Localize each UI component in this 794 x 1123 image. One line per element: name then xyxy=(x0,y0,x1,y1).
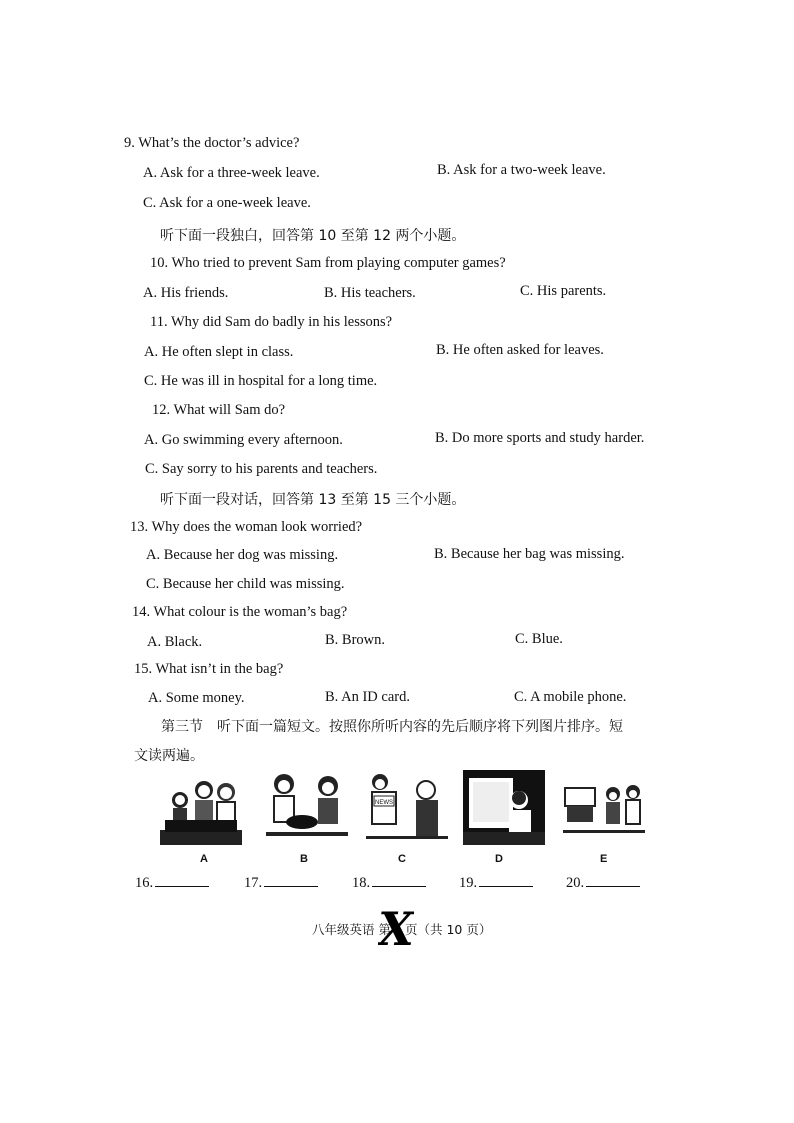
picture-a xyxy=(160,770,242,845)
q13-stem: 13. Why does the woman look worried? xyxy=(130,519,363,535)
answer-line xyxy=(586,872,640,887)
footer-right: 页（共 10 页） xyxy=(404,922,492,937)
footer-left: 八年级英语 第 xyxy=(312,922,391,937)
family-illustration xyxy=(160,770,242,845)
x-mark-text: X xyxy=(378,905,414,953)
answer-blank-number: 19. xyxy=(459,875,478,891)
handwritten-x-mark xyxy=(378,905,414,953)
picture-c xyxy=(366,770,448,845)
picture-b-label: B xyxy=(300,853,308,865)
instruction-dialogue: 听下面一段对话，回答第 13 至第 15 三个小题。 xyxy=(160,492,466,508)
q15-stem: 15. What isn’t in the bag? xyxy=(134,661,284,677)
answer-line xyxy=(372,872,426,887)
q12-option-a: A. Go swimming every afternoon. xyxy=(144,432,343,448)
picture-e xyxy=(563,770,645,845)
answer-blank-20[interactable] xyxy=(566,872,640,892)
q11-option-c: C. He was ill in hospital for a long time. xyxy=(144,373,378,389)
q14-stem: 14. What colour is the woman’s bag? xyxy=(132,604,348,620)
picture-c-label: C xyxy=(398,853,406,865)
answer-blank-19[interactable] xyxy=(459,872,533,892)
instruction-monologue: 听下面一段独白，回答第 10 至第 12 两个小题。 xyxy=(160,228,466,244)
cooking-illustration xyxy=(266,770,348,845)
answer-blank-number: 16. xyxy=(135,875,154,891)
picture-d-label: D xyxy=(495,853,503,865)
picture-e-label: E xyxy=(600,853,608,865)
q10-option-c: C. His parents. xyxy=(520,283,607,299)
q13-option-a: A. Because her dog was missing. xyxy=(146,547,339,563)
q9-option-c: C. Ask for a one-week leave. xyxy=(143,195,311,211)
answer-blank-number: 17. xyxy=(244,875,263,891)
answer-blank-number: 18. xyxy=(352,875,371,891)
answer-blank-16[interactable] xyxy=(135,872,209,892)
q10-option-a: A. His friends. xyxy=(143,285,229,301)
answer-line xyxy=(264,872,318,887)
section3-instruction-line1: 第三节 听下面一篇短文。按照你所听内容的先后顺序将下列图片排序。短 xyxy=(161,719,623,735)
q15-option-b: B. An ID card. xyxy=(325,689,410,705)
q9-stem: 9. What’s the doctor’s advice? xyxy=(124,135,300,151)
answer-blank-17[interactable] xyxy=(244,872,318,892)
section3-instruction-line2: 文读两遍。 xyxy=(134,748,204,764)
q14-option-a: A. Black. xyxy=(147,634,203,650)
newsstand-illustration xyxy=(366,770,448,845)
answer-line xyxy=(155,872,209,887)
news-sign-text: NEWS xyxy=(375,800,393,806)
q14-option-b: B. Brown. xyxy=(325,632,386,648)
q12-option-b: B. Do more sports and study harder. xyxy=(435,430,645,446)
answer-blank-18[interactable] xyxy=(352,872,426,892)
q10-stem: 10. Who tried to prevent Sam from playing computer games? xyxy=(150,255,506,271)
answer-line xyxy=(479,872,533,887)
picture-d xyxy=(463,770,545,845)
q15-option-a: A. Some money. xyxy=(148,690,245,706)
q15-option-c: C. A mobile phone. xyxy=(514,689,627,705)
q14-option-c: C. Blue. xyxy=(515,631,563,647)
picture-a-label: A xyxy=(200,853,208,865)
q13-option-b: B. Because her bag was missing. xyxy=(434,546,625,562)
computer-illustration xyxy=(463,770,545,845)
q11-option-a: A. He often slept in class. xyxy=(144,344,294,360)
q10-option-b: B. His teachers. xyxy=(324,285,416,301)
q9-option-a: A. Ask for a three-week leave. xyxy=(143,165,320,181)
q12-stem: 12. What will Sam do? xyxy=(152,402,286,418)
picture-b xyxy=(266,770,348,845)
q9-option-b: B. Ask for a two-week leave. xyxy=(437,162,606,178)
children-illustration xyxy=(563,770,645,845)
q11-stem: 11. Why did Sam do badly in his lessons? xyxy=(150,314,393,330)
q13-option-c: C. Because her child was missing. xyxy=(146,576,345,592)
q11-option-b: B. He often asked for leaves. xyxy=(436,342,604,358)
answer-blank-number: 20. xyxy=(566,875,585,891)
q12-option-c: C. Say sorry to his parents and teachers. xyxy=(145,461,378,477)
